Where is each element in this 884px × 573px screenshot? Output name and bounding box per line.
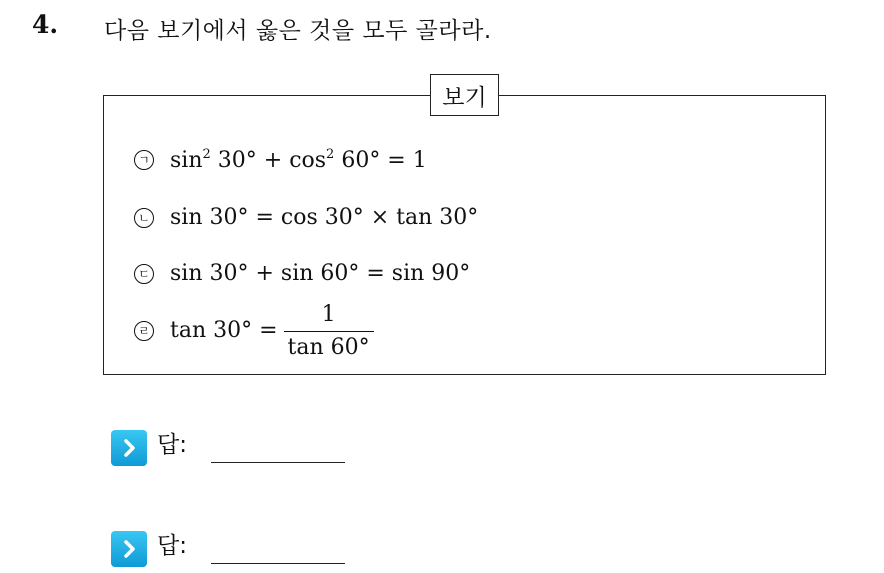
- example-box-title: 보기: [430, 74, 499, 116]
- item-expression: sin 30° = cos 30° × tan 30°: [170, 205, 479, 230]
- question-number: 4.: [32, 10, 59, 39]
- item-marker: ㄴ: [134, 208, 154, 228]
- item-marker: ㄱ: [134, 150, 154, 170]
- example-item-1: [134, 147, 427, 173]
- item-marker: ㄷ: [134, 264, 154, 284]
- item-expression: tan 30° = $\frac{1}{\tan 60^\circ}$: [170, 302, 374, 360]
- answer-label: 답:: [157, 432, 187, 458]
- question-prompt: 다음 보기에서 옳은 것을 모두 골라라.: [104, 18, 492, 44]
- answer-blank[interactable]: [211, 563, 345, 564]
- example-item-3: [134, 261, 470, 286]
- item-expression: $\sin^2 30^\circ + \cos^2 60^\circ = 1$: [170, 147, 427, 173]
- fraction-numerator: 1: [321, 302, 336, 327]
- fraction: [284, 302, 374, 360]
- answer-label: 답:: [157, 533, 187, 559]
- example-item-4: [134, 302, 374, 360]
- answer-row-2: [111, 531, 345, 567]
- answer-row-1: [111, 430, 345, 466]
- fraction-denominator: tan 60°: [284, 331, 374, 360]
- item-marker: ㄹ: [134, 321, 154, 341]
- answer-blank[interactable]: [211, 462, 345, 463]
- example-item-2: [134, 205, 478, 230]
- chevron-right-icon: [111, 430, 147, 466]
- item-expression: sin 30° + sin 60° = sin 90°: [170, 261, 471, 286]
- chevron-right-icon: [111, 531, 147, 567]
